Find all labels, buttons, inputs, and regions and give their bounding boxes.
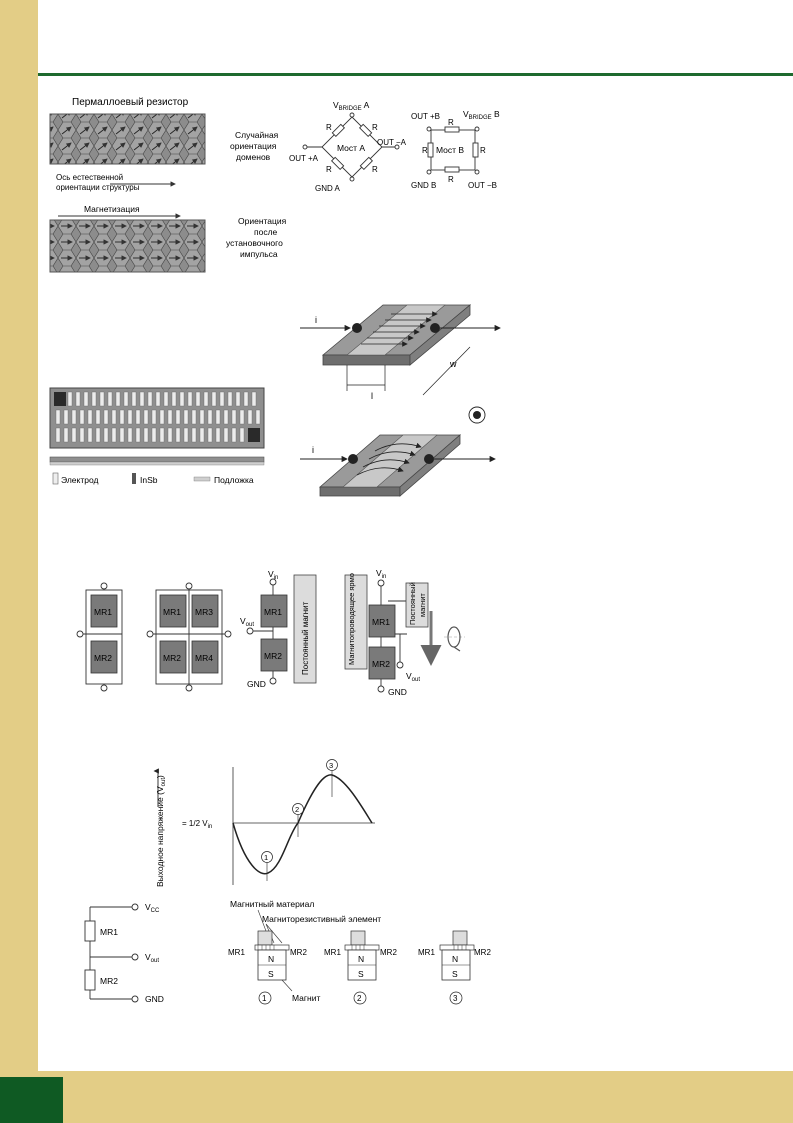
vcc-label: $V_{CC}$ [145, 902, 160, 914]
vbridge-b-label: $V_{BRIDGE}$ B [463, 109, 500, 121]
gnd-label-d: GND [388, 687, 407, 697]
insb-pad-right [248, 428, 260, 442]
figure-bridges [285, 95, 515, 205]
bridge-b-label: Мост B [436, 145, 465, 155]
bridge-a-r4: R [372, 165, 378, 174]
axis-label-2: ориентации структуры [56, 183, 140, 192]
after-label-3: установочного [226, 238, 283, 248]
mr1-label-a: MR1 [94, 607, 112, 617]
gnd-a: GND A [315, 184, 340, 193]
after-label-2: после [254, 227, 278, 237]
permanent-magnet-label-c: Постоянный магнит [301, 601, 310, 675]
position-marker-1-text: 1 [262, 994, 267, 1003]
bridge-a-label: Мост A [337, 143, 366, 153]
mr2-label-a: MR2 [94, 653, 112, 663]
half-vin-label: = 1/2 $V_{in}$ [182, 819, 213, 830]
header-rule [38, 73, 793, 76]
mr1-label-d: MR1 [372, 617, 390, 627]
footer-band [0, 1071, 793, 1123]
figure-insb-element [48, 385, 273, 490]
legend-electrode: Электрод [61, 475, 99, 485]
random-label-2: ориентация [230, 141, 277, 151]
pos3-mr1: MR1 [418, 948, 435, 957]
out-minus-b: OUT −B [468, 181, 497, 190]
divider-mr2-label: MR2 [100, 976, 118, 986]
mr1-label-c: MR1 [264, 607, 282, 617]
out-minus-a: OUT −A [377, 138, 406, 147]
curve-marker-3-text: 3 [329, 761, 334, 770]
bridge-b-r-bottom: R [448, 175, 454, 184]
after-label-4: импульса [240, 249, 278, 259]
random-label-3: доменов [236, 152, 271, 162]
magnet-3-s: S [452, 969, 458, 979]
mr2-label-c: MR2 [264, 651, 282, 661]
vout-label-d: $V_{out}$ [406, 671, 421, 683]
legend-substrate: Подложка [214, 475, 254, 485]
pos2-mr2: MR2 [380, 948, 397, 957]
permanent-magnet-label-d2: магнит [418, 593, 427, 617]
width-w: w [450, 359, 457, 369]
vin-label-d: $V_{in}$ [376, 568, 387, 580]
random-label-1: Случайная [235, 130, 279, 140]
insb-substrate-strip [50, 462, 264, 465]
mr1-label-b: MR1 [163, 607, 181, 617]
magnet-2-n: N [358, 954, 365, 964]
domains-aligned-block [50, 220, 205, 272]
curve-marker-1-text: 1 [264, 853, 269, 862]
bridge-b-r-left: R [422, 146, 428, 155]
bridge-b-r-right: R [480, 146, 486, 155]
figure-hall-plates [295, 295, 505, 505]
mr-element-label: Магниторезистивный элемент [262, 914, 382, 924]
legend-insb-swatch [132, 473, 136, 484]
divider-gnd-label: GND [145, 994, 164, 1004]
footer-page-tab [0, 1077, 63, 1123]
figure-output-voltage [150, 755, 390, 895]
vbridge-a-label: $V_{BRIDGE}$ A [333, 100, 370, 112]
magnetic-material-2 [351, 931, 365, 945]
magnetic-material-3 [453, 931, 467, 945]
left-margin-strip [0, 0, 38, 1123]
magnet-2-s: S [358, 969, 364, 979]
insb-pad-left [54, 392, 66, 406]
magnetic-material-label: Магнитный материал [230, 899, 315, 909]
output-curve [233, 775, 372, 874]
out-plus-a: OUT +A [289, 154, 318, 163]
axis-label-1: Ось естественной [56, 173, 124, 182]
gnd-b: GND B [411, 181, 437, 190]
vout-label-c: $V_{out}$ [240, 616, 255, 628]
mr3-label-b: MR3 [195, 607, 213, 617]
curve-marker-2-text: 2 [295, 805, 300, 814]
mr2-label-b: MR2 [163, 653, 181, 663]
mr2-label-d: MR2 [372, 659, 390, 669]
out-plus-b: OUT +B [411, 112, 440, 121]
figure-divider-positions [80, 895, 510, 1015]
magnetic-material-1 [258, 931, 272, 945]
figure-permalloy-resistor [40, 90, 290, 280]
bridge-a-r3: R [326, 165, 332, 174]
gnd-label-c: GND [247, 679, 266, 689]
vin-label-c: $V_{in}$ [268, 569, 279, 581]
magnet-3-n: N [452, 954, 459, 964]
position-marker-2-text: 2 [357, 994, 362, 1003]
legend-insb: InSb [140, 475, 158, 485]
y-axis-label: Выходное напряжение $(V_{out})$ [155, 775, 167, 887]
bridge-a-r1: R [326, 123, 332, 132]
divider-mr1-label: MR1 [100, 927, 118, 937]
pos1-mr1: MR1 [228, 948, 245, 957]
figure-mr-circuits [70, 565, 500, 700]
pos3-mr2: MR2 [474, 948, 491, 957]
pos2-mr1: MR1 [324, 948, 341, 957]
length-l: l [371, 391, 373, 401]
legend-substrate-swatch [194, 477, 210, 481]
domains-random-block [50, 114, 205, 164]
permanent-magnet-label-d1: Постоянный [408, 582, 417, 625]
mr4-label-b: MR4 [195, 653, 213, 663]
magnet-1-s: S [268, 969, 274, 979]
bridge-b-r-top: R [448, 118, 454, 127]
pos1-mr2: MR2 [290, 948, 307, 957]
position-marker-3-text: 3 [453, 994, 458, 1003]
after-label-1: Ориентация [238, 216, 287, 226]
yoke-label: Магнитопроводящее ярмо [347, 573, 356, 665]
magnet-1-n: N [268, 954, 275, 964]
current-i-top: i [315, 315, 317, 325]
current-i-bottom: i [312, 445, 314, 455]
permalloy-title: Пермаллоевый резистор [72, 97, 189, 108]
legend-electrode-swatch [53, 473, 58, 484]
divider-vout-label: $V_{out}$ [145, 952, 160, 964]
insb-side-view [50, 457, 264, 462]
bridge-a-r2: R [372, 123, 378, 132]
magnet-label: Магнит [292, 993, 321, 1003]
magnetization-label: Магнетизация [84, 204, 140, 214]
